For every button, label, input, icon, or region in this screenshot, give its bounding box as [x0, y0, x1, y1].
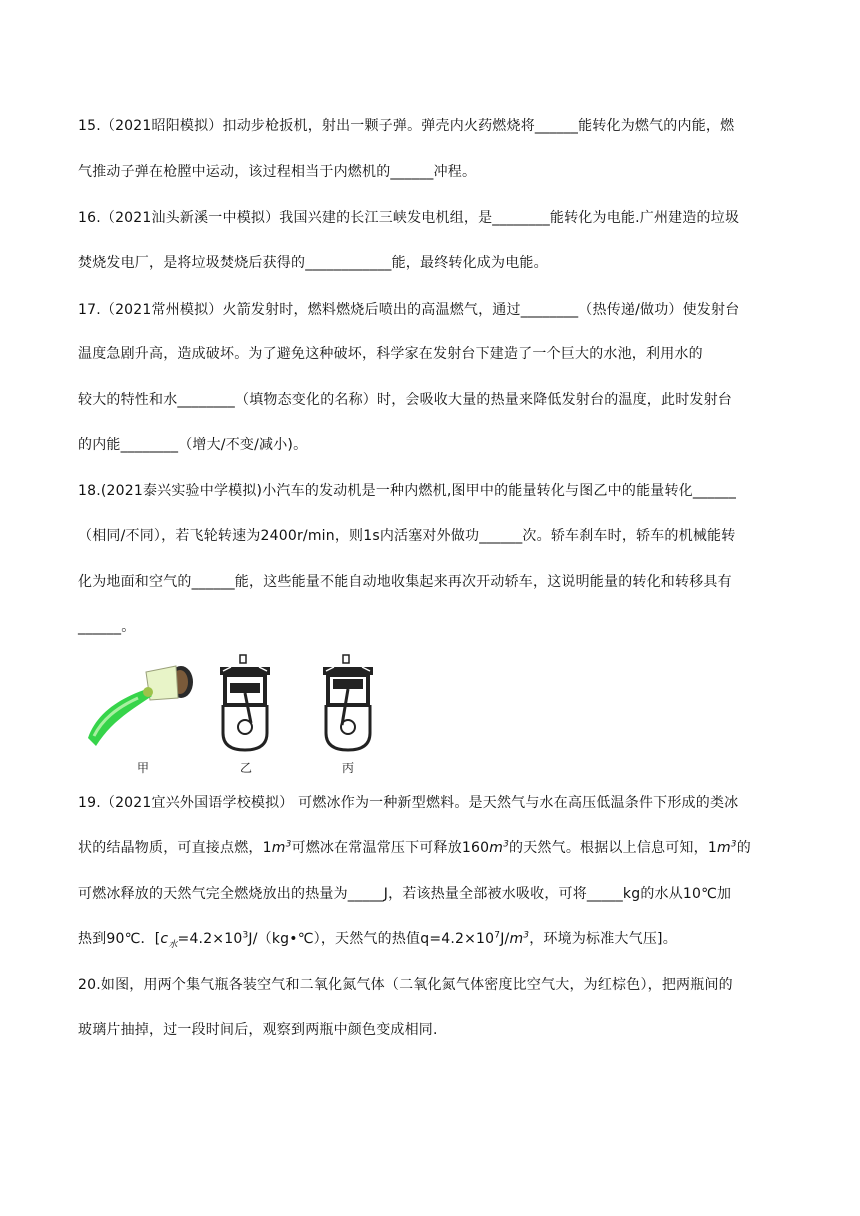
green-liquid-stream	[88, 690, 152, 746]
spark-plug	[240, 655, 246, 663]
piston	[333, 679, 363, 689]
crankcase	[223, 705, 267, 750]
figure-jia-test-tube	[86, 660, 200, 750]
q19-line4-d: J/	[500, 931, 510, 947]
q19-line3: 可燃冰释放的天然气完全燃烧放出的热量为_____J，若该热量全部被水吸收，可将_____kg的水从10℃加	[78, 886, 732, 902]
q18-line4: ______。	[78, 619, 136, 635]
q19-line2-c: 的天然气。根据以上信息可知，1	[509, 840, 717, 856]
q19-line4-b: =4.2×10	[177, 931, 243, 947]
q19-line2	[78, 838, 751, 858]
q19-line2-b: 可燃冰在常温常压下可释放160	[291, 840, 490, 856]
exponent-7: 7	[494, 930, 501, 941]
crankcase	[326, 705, 370, 750]
q16-line1: 16.（2021汕头新溪一中模拟）我国兴建的长江三峡发电机组，是________能转化为电能.广州建造的垃圾	[78, 210, 740, 226]
q19-line2-d: 的	[736, 840, 751, 856]
liquid-mouth	[143, 687, 153, 697]
q15-line2: 气推动子弹在枪膛中运动，该过程相当于内燃机的______冲程。	[78, 164, 477, 180]
q19-line1: 19.（2021宜兴外国语学校模拟） 可燃冰作为一种新型燃料。是天然气与水在高压低温条件下形成的类冰	[78, 795, 739, 811]
piston	[230, 683, 260, 693]
figure-label-jia: 甲	[137, 761, 150, 775]
q17-line2: 温度急剧升高，造成破坏。为了避免这种破坏，科学家在发射台下建造了一个巨大的水池，利用水的	[78, 346, 703, 362]
q18-line3: 化为地面和空气的______能，这些能量不能自动地收集起来再次开动轿车，这说明能量的转化和转移具有	[78, 574, 732, 590]
q19-line4	[78, 929, 677, 949]
specific-heat-symbol: $c_水$	[160, 931, 178, 950]
unit-cubic-meter: $m^3$	[509, 930, 530, 947]
q17-line4: 的内能________（增大/不变/减小)。	[78, 437, 308, 453]
q19-line2-a: 状的结晶物质，可直接点燃，1	[78, 840, 272, 856]
q17-line3: 较大的特性和水________（填物态变化的名称）时，会吸收大量的热量来降低发射台的温度，此时发射台	[78, 392, 732, 408]
connecting-rod	[245, 693, 251, 723]
q20-line2: 玻璃片抽掉，过一段时间后，观察到两瓶中颜色变成相同.	[78, 1022, 438, 1038]
spark-plug	[343, 655, 349, 663]
unit-cubic-meter: $m^3$	[271, 839, 292, 856]
q18-line1: 18.(2021泰兴实验中学模拟)小汽车的发动机是一种内燃机,图甲中的能量转化与图乙中的能量转化______	[78, 483, 737, 499]
q20-line1: 20.如图，用两个集气瓶各装空气和二氧化氮气体（二氧化氮气体密度比空气大，为红棕色），把两瓶间的	[78, 977, 733, 993]
unit-cubic-meter: $m^3$	[489, 839, 510, 856]
crankshaft	[238, 720, 252, 734]
figure-label-yi: 乙	[240, 761, 253, 775]
figure-label-bing: 丙	[342, 761, 355, 775]
q16-line2: 焚烧发电厂，是将垃圾焚烧后获得的____________能，最终转化成为电能。	[78, 255, 548, 271]
q19-line4-a: 热到90℃．[	[78, 931, 161, 947]
figure-yi-engine	[217, 653, 273, 753]
q19-line4-c: J/（kg•℃），天然气的热值q=4.2×10	[248, 931, 495, 947]
unit-cubic-meter: $m^3$	[716, 839, 737, 856]
q15-line1: 15.（2021昭阳模拟）扣动步枪扳机，射出一颗子弹。弹壳内火药燃烧将______能转化为燃气的内能，燃	[78, 118, 735, 134]
q19-line4-e: ，环境为标准大气压]。	[529, 931, 677, 947]
crankshaft	[341, 720, 355, 734]
q18-line2: （相同/不同），若飞轮转速为2400r/min，则1s内活塞对外做功______次。轿车刹车时，轿车的机械能转	[78, 528, 736, 544]
figure-bing-engine	[320, 653, 376, 753]
q17-line1: 17.（2021常州模拟）火箭发射时，燃料燃烧后喷出的高温燃气，通过________（热传递/做功）使发射台	[78, 302, 740, 318]
exponent-3: 3	[242, 930, 249, 941]
